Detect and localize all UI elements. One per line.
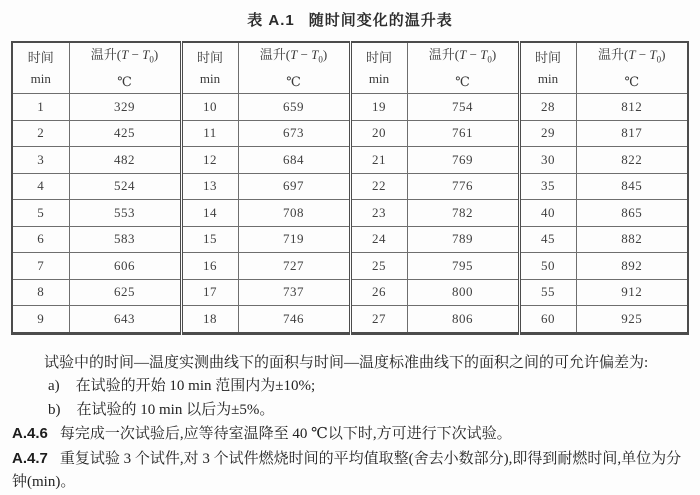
deviation-intro-paragraph: 试验中的时间—温度实测曲线下的面积与时间—温度标准曲线下的面积之间的可允许偏差为: — [44, 354, 649, 371]
time-value-cell: 6 — [12, 226, 69, 253]
table-row — [12, 253, 688, 280]
table-title — [11, 9, 689, 30]
time-value-cell: 20 — [350, 120, 407, 147]
table-row — [12, 173, 688, 200]
time-value-cell: 14 — [181, 200, 238, 227]
table-row — [12, 200, 688, 227]
temp-rise-value-cell: 737 — [238, 279, 350, 306]
time-header-cell: 时间 min — [181, 42, 238, 94]
list-item-a-text: 在试验的开始 10 min 范围内为±10%; — [75, 378, 316, 394]
temp-rise-value-cell: 625 — [69, 279, 181, 306]
temp-rise-value-cell: 892 — [576, 253, 688, 280]
temp-rise-value-cell: 643 — [69, 306, 181, 334]
temp-rise-value-cell: 822 — [576, 147, 688, 174]
temp-rise-value-cell: 746 — [238, 306, 350, 334]
table-title-text: 随时间变化的温升表 — [308, 12, 453, 29]
time-value-cell: 22 — [350, 173, 407, 200]
table-title-number: 表 A.1 — [247, 12, 295, 29]
temp-rise-value-cell: 925 — [576, 306, 688, 334]
temp-rise-value-cell: 524 — [69, 173, 181, 200]
time-value-cell: 40 — [519, 200, 576, 227]
time-value-cell: 28 — [519, 94, 576, 121]
temp-rise-header-cell: 温升$(T - T_0)$ ℃ — [69, 42, 181, 94]
time-value-cell: 18 — [181, 306, 238, 334]
time-value-cell: 45 — [519, 226, 576, 253]
temp-rise-value-cell: 583 — [69, 226, 181, 253]
time-value-cell: 27 — [350, 306, 407, 334]
time-value-cell: 7 — [12, 253, 69, 280]
temp-rise-value-cell: 329 — [69, 94, 181, 121]
temp-rise-value-cell: 865 — [576, 200, 688, 227]
temp-rise-value-cell: 795 — [407, 253, 519, 280]
temp-rise-value-cell: 673 — [238, 120, 350, 147]
temp-rise-header-cell: 温升$(T - T_0)$ ℃ — [238, 42, 350, 94]
temp-rise-value-cell: 761 — [407, 120, 519, 147]
temp-rise-value-cell: 789 — [407, 226, 519, 253]
list-item-b-label: b) — [48, 401, 61, 418]
clause-a46-text: 每完成一次试验后,应等待室温降至 40 ℃以下时,方可进行下次试验。 — [59, 426, 512, 442]
notes-section — [11, 352, 689, 495]
temp-rise-value-cell: 882 — [576, 226, 688, 253]
time-value-cell: 12 — [181, 147, 238, 174]
temperature-rise-table — [11, 41, 689, 335]
temp-rise-value-cell: 719 — [238, 226, 350, 253]
time-value-cell: 29 — [519, 120, 576, 147]
time-header-cell: 时间 min — [12, 42, 69, 94]
clause-a46-number: A.4.6 — [12, 425, 48, 442]
time-value-cell: 60 — [519, 306, 576, 334]
time-value-cell: 50 — [519, 253, 576, 280]
temp-rise-value-cell: 684 — [238, 147, 350, 174]
table-row — [12, 226, 688, 253]
temp-rise-value-cell: 800 — [407, 279, 519, 306]
clause-a46 — [12, 422, 688, 447]
time-value-cell: 55 — [519, 279, 576, 306]
time-value-cell: 1 — [12, 94, 69, 121]
temp-rise-value-cell: 659 — [238, 94, 350, 121]
table-row — [12, 94, 688, 121]
clause-a47 — [12, 447, 688, 495]
time-header-cell: 时间 min — [519, 42, 576, 94]
temp-rise-value-cell: 769 — [407, 147, 519, 174]
temp-rise-value-cell: 754 — [407, 94, 519, 121]
temp-rise-header-cell: 温升$(T - T_0)$ ℃ — [407, 42, 519, 94]
temp-rise-value-cell: 806 — [407, 306, 519, 334]
table-row — [12, 120, 688, 147]
time-value-cell: 16 — [181, 253, 238, 280]
table-header-row — [12, 42, 688, 94]
temp-rise-value-cell: 606 — [69, 253, 181, 280]
time-value-cell: 15 — [181, 226, 238, 253]
time-value-cell: 9 — [12, 306, 69, 334]
temp-rise-value-cell: 482 — [69, 147, 181, 174]
temp-rise-value-cell: 697 — [238, 173, 350, 200]
time-value-cell: 10 — [181, 94, 238, 121]
temp-rise-value-cell: 708 — [238, 200, 350, 227]
temp-rise-value-cell: 782 — [407, 200, 519, 227]
time-value-cell: 11 — [181, 120, 238, 147]
temp-rise-header-cell: 温升$(T - T_0)$ ℃ — [576, 42, 688, 94]
temp-rise-value-cell: 812 — [576, 94, 688, 121]
temp-rise-value-cell: 553 — [69, 200, 181, 227]
temp-rise-value-cell: 817 — [576, 120, 688, 147]
temp-rise-value-cell: 912 — [576, 279, 688, 306]
table-row — [12, 306, 688, 334]
time-value-cell: 23 — [350, 200, 407, 227]
time-value-cell: 35 — [519, 173, 576, 200]
time-value-cell: 2 — [12, 120, 69, 147]
time-value-cell: 26 — [350, 279, 407, 306]
time-value-cell: 3 — [12, 147, 69, 174]
time-value-cell: 21 — [350, 147, 407, 174]
time-value-cell: 30 — [519, 147, 576, 174]
time-value-cell: 4 — [12, 173, 69, 200]
time-header-cell: 时间 min — [350, 42, 407, 94]
time-value-cell: 25 — [350, 253, 407, 280]
table-row — [12, 147, 688, 174]
table-row — [12, 279, 688, 306]
temp-rise-value-cell: 727 — [238, 253, 350, 280]
time-value-cell: 19 — [350, 94, 407, 121]
time-value-cell: 17 — [181, 279, 238, 306]
temp-rise-value-cell: 845 — [576, 173, 688, 200]
clause-a47-text: 重复试验 3 个试件,对 3 个试件燃烧时间的平均值取整(舍去小数部分),即得到耐燃时间,单位为分钟(min)。 — [12, 450, 682, 490]
time-value-cell: 5 — [12, 200, 69, 227]
time-value-cell: 24 — [350, 226, 407, 253]
temp-rise-value-cell: 776 — [407, 173, 519, 200]
list-item-a — [12, 375, 688, 399]
clause-a47-number: A.4.7 — [12, 449, 48, 467]
time-value-cell: 8 — [12, 279, 69, 306]
list-item-a-label: a) — [48, 378, 60, 394]
temp-rise-value-cell: 425 — [69, 120, 181, 147]
time-value-cell: 13 — [181, 173, 238, 200]
list-item-b — [12, 399, 688, 423]
list-item-b-text: 在试验的 10 min 以后为±5%。 — [76, 401, 275, 418]
